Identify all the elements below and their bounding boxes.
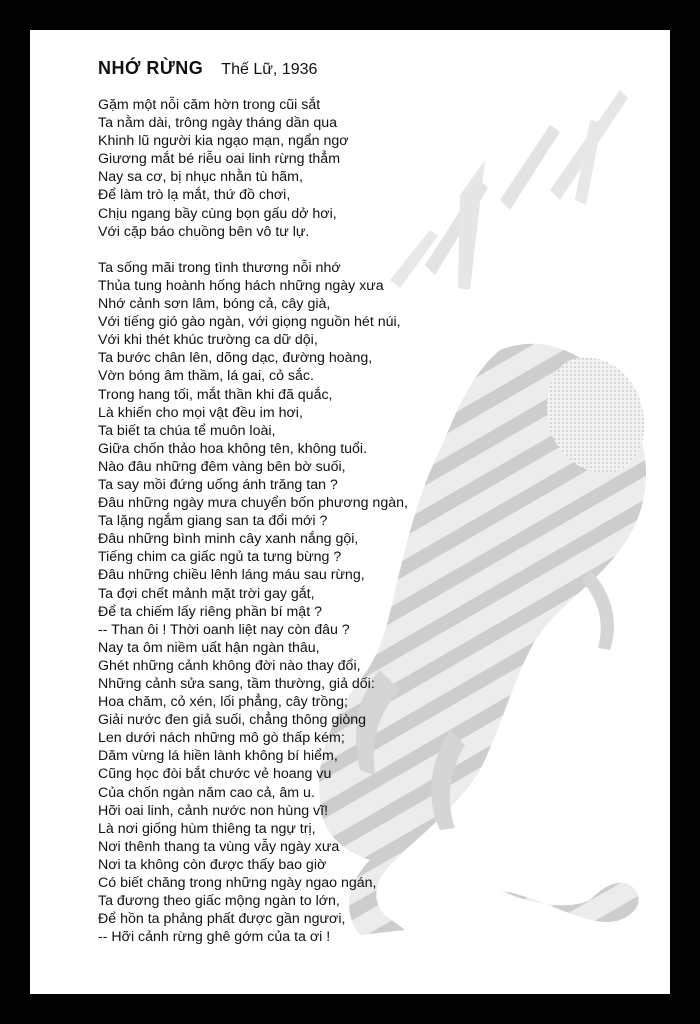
poem-line: Nay sa cơ, bị nhục nhằn tù hãm, xyxy=(98,169,303,186)
poem-line: Để hồn ta phảng phất được gần ngươi, xyxy=(98,911,346,928)
poem-line: Hoa chăm, cỏ xén, lối phẳng, cây trồng; xyxy=(98,694,348,711)
poem-line: Ta nằm dài, trông ngày tháng dần qua xyxy=(98,115,337,132)
poem-line: Những cảnh sửa sang, tầm thường, giả dối: xyxy=(98,676,375,692)
poem-line: Là nơi giống hùm thiêng ta ngự trị, xyxy=(98,820,316,837)
poem-body xyxy=(98,96,658,946)
poem-line: Cũng học đòi bắt chước vẻ hoang vu xyxy=(98,766,332,783)
poem-line: Ghét những cảnh không đời nào thay đổi, xyxy=(98,657,361,674)
poem-line: Gặm một nỗi căm hờn trong cũi sắt xyxy=(98,97,321,113)
poem-line: Ta sống mãi trong tình thương nỗi nhớ xyxy=(98,259,341,276)
poem-line: Của chốn ngàn năm cao cả, âm u. xyxy=(98,784,315,801)
poem-line: Để làm trò lạ mắt, thứ đồ chơi, xyxy=(98,187,291,204)
poem-line: Giữa chốn thảo hoa không tên, không tuổi. xyxy=(98,440,368,457)
poem-line: Len dưới nách những mô gò thấp kém; xyxy=(98,730,345,747)
poem-line: Ta lặng ngắm giang san ta đổi mới ? xyxy=(98,513,328,530)
poem-line: Với tiếng gió gào ngàn, với giọng nguồn hét núi, xyxy=(98,314,401,331)
stanza-gap xyxy=(98,241,658,259)
poem-line: Vờn bóng âm thầm, lá gai, cỏ sắc. xyxy=(98,368,314,385)
stanza xyxy=(98,259,658,947)
poem-line: Thủa tung hoành hống hách những ngày xưa xyxy=(98,277,384,294)
poem-line: Hỡi oai linh, cảnh nước non hùng vĩ! xyxy=(98,802,329,819)
poem-author: Thế Lữ, 1936 xyxy=(221,61,318,78)
poem-line: Ta bước chân lên, dõng dạc, đường hoàng, xyxy=(98,350,373,367)
poem-line: Để ta chiếm lấy riêng phần bí mật ? xyxy=(98,603,322,620)
poem-line: Nơi ta không còn được thấy bao giờ xyxy=(98,856,327,873)
poem-line: Ta đương theo giấc mộng ngàn to lớn, xyxy=(98,893,340,910)
poem-line: Nơi thênh thang ta vùng vẫy ngày xưa xyxy=(98,838,340,855)
poem-line: Với khi thét khúc trường ca dữ dội, xyxy=(98,332,318,349)
poem-line: Đâu những bình minh cây xanh nắng gội, xyxy=(98,531,359,548)
stanza xyxy=(98,96,658,241)
poem xyxy=(98,58,658,946)
poem-line: Tiếng chim ca giấc ngủ ta tưng bừng ? xyxy=(98,549,342,566)
poem-line: Nhớ cảnh sơn lâm, bóng cả, cây già, xyxy=(98,296,331,313)
poem-line: Trong hang tối, mắt thần khi đã quắc, xyxy=(98,386,333,403)
poem-line: Ta say mồi đứng uống ánh trăng tan ? xyxy=(98,476,338,493)
poem-line: Nào đâu những đêm vàng bên bờ suối, xyxy=(98,458,346,475)
poem-header xyxy=(98,58,658,88)
poem-line: -- Than ôi ! Thời oanh liệt nay còn đâu ? xyxy=(98,621,350,638)
poem-title: NHỚ RỪNG xyxy=(98,58,204,78)
poem-line: -- Hỡi cảnh rừng ghê gớm của ta ơi ! xyxy=(98,929,331,946)
poem-line: Dăm vừng lá hiền lành không bí hiểm, xyxy=(98,748,338,765)
poem-line: Có biết chăng trong những ngày ngao ngán, xyxy=(98,875,377,892)
poem-line: Giải nước đen giả suối, chẳng thông giòng xyxy=(98,712,367,729)
poem-line: Chịu ngang bầy cùng bọn gấu dở hơi, xyxy=(98,205,337,222)
poem-line: Đâu những ngày mưa chuyển bốn phương ngàn, xyxy=(98,495,408,512)
poem-line: Giương mắt bé riễu oai linh rừng thẳm xyxy=(98,151,341,168)
poem-line: Nay ta ôm niềm uất hận ngàn thâu, xyxy=(98,639,320,656)
poem-line: Khinh lũ người kia ngạo mạn, ngẩn ngơ xyxy=(98,133,349,150)
poem-line: Là khiến cho mọi vật đều im hơi, xyxy=(98,404,303,421)
poem-line: Ta biết ta chúa tể muôn loài, xyxy=(98,422,276,439)
poem-page xyxy=(30,30,670,994)
poem-line: Ta đợi chết mảnh mặt trời gay gắt, xyxy=(98,585,315,602)
poem-line: Với cặp báo chuồng bên vô tư lự. xyxy=(98,223,310,240)
poem-line: Đâu những chiều lênh láng máu sau rừng, xyxy=(98,567,365,584)
